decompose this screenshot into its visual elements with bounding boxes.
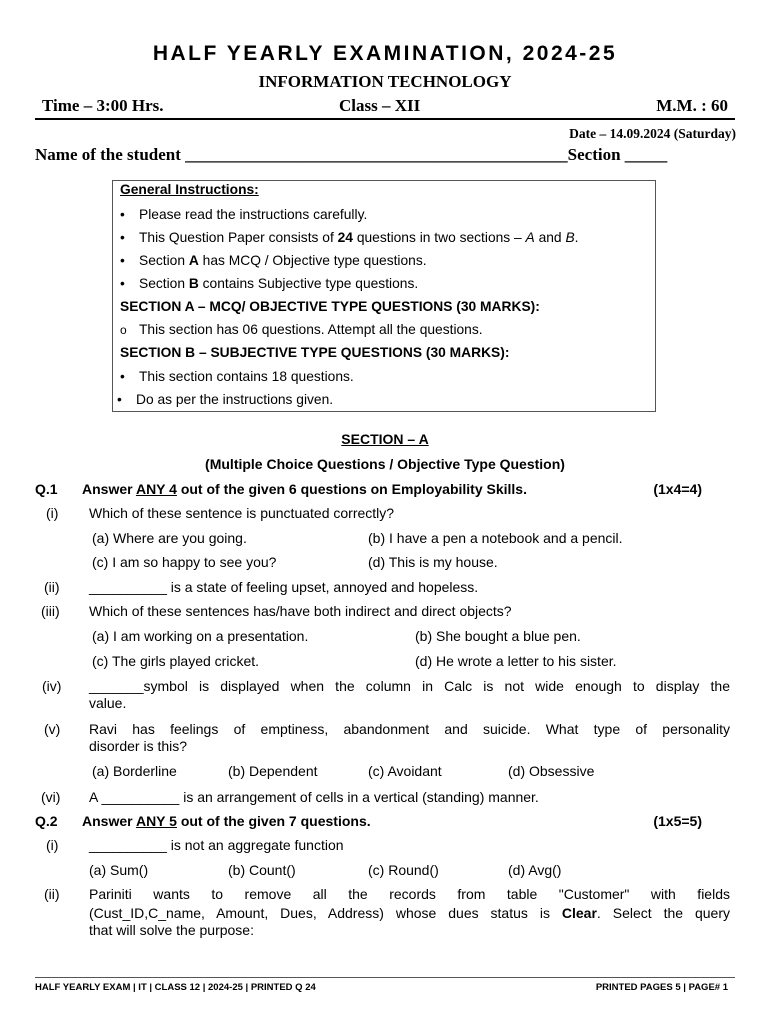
q1-iv-text-line1: _______symbol is displayed when the column in Calc is not wide enough to display the [89,678,730,694]
q1-v-label: (v) [44,721,61,737]
section-a-title: SECTION – A [341,431,429,447]
footer-right: PRINTED PAGES 5 | PAGE# 1 [595,982,728,993]
q1-vi-label: (vi) [41,789,61,805]
q2-ii-label: (ii) [44,886,60,902]
section-a-instruction-heading: SECTION A – MCQ/ OBJECTIVE TYPE QUESTIONS (30 MARKS): [120,299,540,314]
section-b-instruction-heading: SECTION B – SUBJECTIVE TYPE QUESTIONS (30 MARKS): [120,345,510,360]
q2-ii-text-line1: Pariniti wants to remove all the records from table "Customer" with fields [89,886,730,902]
instruction-item: • Section A has MCQ / Objective type questions. [139,253,427,268]
section-a-subtitle: (Multiple Choice Questions / Objective Type Question) [205,456,565,472]
subject-title: INFORMATION TECHNOLOGY [258,72,512,91]
q2-heading: Answer ANY 5 out of the given 7 questions. [82,813,371,829]
exam-date: Date – 14.09.2024 (Saturday) [569,126,736,141]
option: (a) Sum() [89,862,149,878]
student-name-line: Name of the student _____________________________________________Section _____ [35,145,668,164]
q2-ii-text-line2: (Cust_ID,C_name, Amount, Dues, Address) whose dues status is Clear. Select the query [89,905,730,921]
footer-left: HALF YEARLY EXAM | IT | CLASS 12 | 2024-25 | PRINTED Q 24 [35,982,316,993]
q1-iii-text: Which of these sentences has/have both indirect and direct objects? [89,603,512,619]
q1-vi-text: A __________ is an arrangement of cells in a vertical (standing) manner. [89,789,539,805]
q2-ii-text-line3: that will solve the purpose: [89,922,254,938]
q1-i-text: Which of these sentence is punctuated correctly? [89,505,395,521]
max-marks: M.M. : 60 [656,96,728,115]
option: (b) Count() [228,862,296,878]
option: (b) She bought a blue pen. [415,628,581,644]
option: (c) I am so happy to see you? [92,554,277,570]
q1-ii-label: (ii) [44,579,60,595]
q1-iv-label: (iv) [42,678,62,694]
q2-i-label: (i) [46,837,59,853]
header-rule [35,118,735,120]
instructions-heading: General Instructions: [120,182,259,197]
instruction-item: • Please read the instructions carefully. [139,207,367,222]
q1-i-label: (i) [46,505,59,521]
option: (c) Round() [368,862,439,878]
q1-v-text-line1: Ravi has feelings of emptiness, abandonment and suicide. What type of personality [89,721,730,737]
section-b-note: • Do as per the instructions given. [136,392,333,407]
section-a-note: o This section has 06 questions. Attempt all the questions. [139,322,483,337]
q1-heading: Answer ANY 4 out of the given 6 questions on Employability Skills. [82,481,527,497]
q1-iii-label: (iii) [41,603,60,619]
option: (d) This is my house. [368,554,498,570]
q1-number: Q.1 [35,481,58,497]
q2-marks: (1x5=5) [653,813,702,829]
footer-rule [35,977,735,978]
option: (c) The girls played cricket. [92,653,260,669]
option: (b) Dependent [228,763,318,779]
option: (d) He wrote a letter to his sister. [415,653,617,669]
q2-i-text: __________ is not an aggregate function [89,837,344,853]
instruction-item: • Section B contains Subjective type questions. [139,276,418,291]
q1-marks: (1x4=4) [653,481,702,497]
option: (d) Avg() [508,862,562,878]
option: (a) Borderline [92,763,177,779]
option: (a) I am working on a presentation. [92,628,309,644]
option: (a) Where are you going. [92,530,247,546]
option: (c) Avoidant [368,763,442,779]
q1-ii-text: __________ is a state of feeling upset, annoyed and hopeless. [89,579,479,595]
option: (b) I have a pen a notebook and a pencil. [368,530,623,546]
q2-number: Q.2 [35,813,58,829]
q1-iv-text-line2: value. [89,695,127,711]
instruction-item: • This Question Paper consists of 24 questions in two sections – A and B. [139,230,578,245]
exam-title: HALF YEARLY EXAMINATION, 2024-25 [152,42,618,65]
exam-time: Time – 3:00 Hrs. [42,96,164,115]
exam-class: Class – XII [339,96,421,115]
option: (d) Obsessive [508,763,595,779]
section-b-note: • This section contains 18 questions. [139,369,354,384]
q1-v-text-line2: disorder is this? [89,738,188,754]
